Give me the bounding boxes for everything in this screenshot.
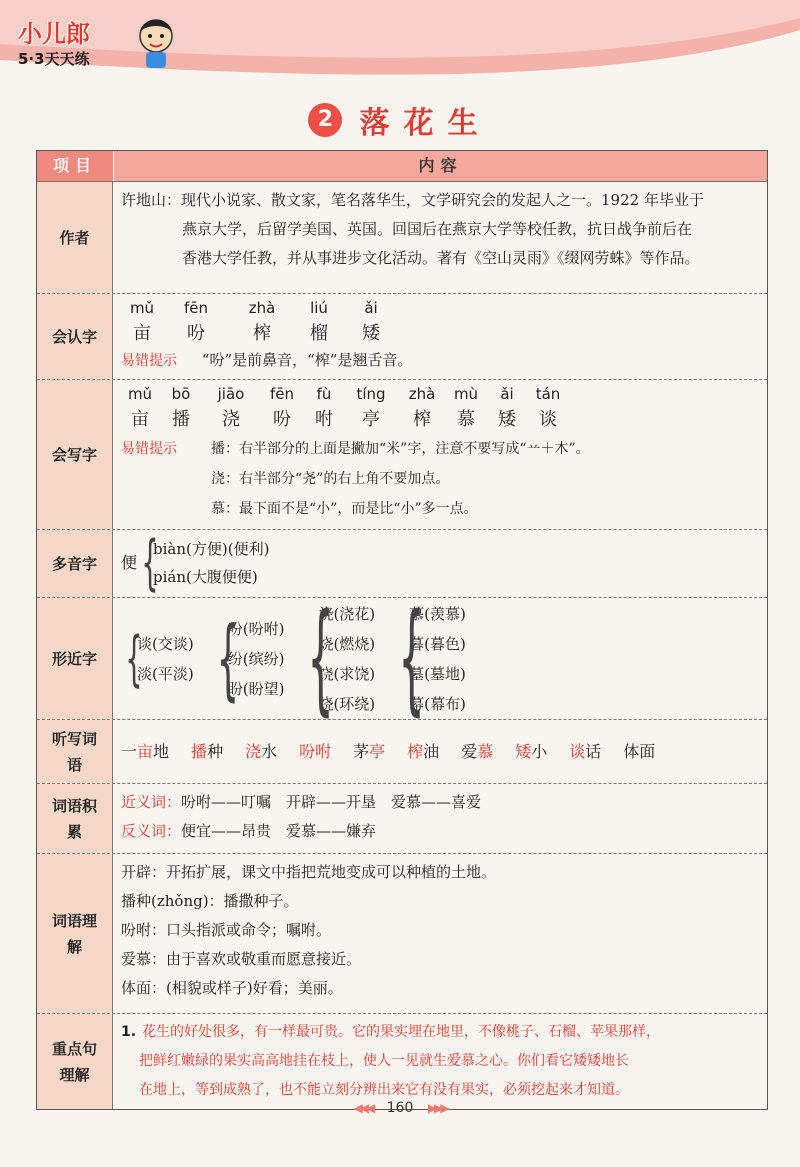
key-line: 在地上，等到成熟了，也不能立刻分辨出来它有没有果实，必须挖起来才知道。 — [139, 1082, 629, 1098]
label-author: 作者 — [37, 182, 113, 293]
char-cell: fēn 吩 — [269, 385, 295, 430]
brace-icon: { — [398, 588, 426, 728]
definition-line: 播种(zhǒng)：播撒种子。 — [121, 892, 299, 910]
write-content — [113, 380, 767, 529]
tip-line: 慕：最下面不是“小”，而是比“小”多一点。 — [211, 501, 478, 517]
label-similar: 形近字 — [37, 598, 113, 719]
tip-line: 播：右半部分的上面是撇加“米”字，注意不要写成“䒑＋木”。 — [211, 441, 590, 457]
similar-group — [302, 588, 376, 728]
char-cell: ǎi 矮 — [362, 299, 380, 344]
label-write: 会写字 — [37, 380, 113, 529]
dictation-word: 一亩地 — [121, 742, 170, 761]
row-author — [37, 181, 767, 293]
tip-line: 浇：右半部分“尧”的右上角不要加点。 — [211, 471, 450, 487]
dictation-word: 播种 — [191, 742, 224, 761]
dictation-content — [113, 720, 767, 783]
understand-content — [113, 854, 767, 1013]
dictation-word: 茅亭 — [353, 742, 386, 761]
label-accumulate: 词语积累 — [37, 784, 113, 853]
char-cell: zhà 榨 — [248, 299, 276, 344]
char-cell: tán 谈 — [535, 385, 561, 430]
similar-item: 烧(燃烧) — [318, 634, 376, 653]
polyphone-content — [113, 527, 767, 598]
label-recognize: 会认字 — [37, 294, 113, 379]
char-cell: bō 播 — [171, 385, 191, 430]
definition-line: 爱慕：由于喜欢或敬重而愿意接近。 — [121, 950, 362, 968]
similar-group — [212, 606, 285, 710]
lesson-number-badge: 2 — [308, 103, 342, 137]
similar-item: 慕(羡慕) — [409, 604, 466, 623]
table-header — [37, 151, 767, 181]
label-polyphone: 多音字 — [37, 530, 113, 597]
row-similar — [37, 588, 767, 728]
left-arrows-icon: ◀◀◀ — [353, 1101, 373, 1115]
definition-line: 开辟：开拓扩展，课文中指把荒地变成可以种植的土地。 — [121, 863, 497, 881]
similar-group — [393, 588, 466, 728]
page-number: 160 — [386, 1100, 414, 1116]
brand-logo — [14, 14, 184, 74]
similar-item: 饶(求饶) — [318, 664, 376, 683]
char-cell: ǎi 矮 — [498, 385, 516, 430]
author-line: 香港大学任教，并从事进步文化活动。著有《空山灵雨》《缀网劳蛛》等作品。 — [182, 249, 700, 267]
similar-item: 纷(缤纷) — [227, 649, 285, 668]
row-recognize — [37, 293, 767, 379]
tip-label: 易错提示 — [121, 353, 177, 369]
similar-group — [121, 623, 194, 694]
tip-label: 易错提示 — [121, 441, 177, 457]
brand-subtitle: 5·3天天练 — [18, 50, 90, 68]
right-arrows-icon: ▶▶▶ — [427, 1101, 447, 1115]
brace-icon: { — [307, 588, 335, 728]
similar-item: 谈(交谈) — [137, 634, 194, 653]
label-key-sentence: 重点句理解 — [37, 1014, 113, 1109]
tip-list — [211, 434, 590, 524]
similar-item: 盼(盼望) — [227, 679, 285, 698]
row-dictation — [37, 719, 767, 783]
lesson-title-bar — [0, 98, 800, 142]
dictation-word: 矮小 — [515, 742, 548, 761]
dictation-word: 吩咐 — [299, 742, 332, 761]
char-cell: mù 慕 — [453, 385, 479, 430]
reading-list — [153, 535, 269, 591]
author-line: 许地山：现代小说家、散文家，笔名落华生，文学研究会的发起人之一。1922 年毕业于 — [121, 191, 704, 209]
similar-item: 浇(浇花) — [318, 604, 376, 623]
char-cell: jiāo 浇 — [217, 385, 245, 430]
reading: pián(大腹便便) — [153, 567, 258, 586]
lesson-title: 落花生 — [359, 106, 492, 141]
row-key-sentence — [37, 1013, 767, 1109]
row-polyphone — [37, 529, 767, 597]
similar-content — [113, 588, 767, 728]
char-cell: liú 榴 — [310, 299, 328, 344]
dictation-word: 榨油 — [407, 742, 440, 761]
dictation-word: 体面 — [623, 742, 656, 761]
similar-item: 墓(墓地) — [409, 664, 466, 683]
row-understand — [37, 853, 767, 1013]
similar-item: 吩(吩咐) — [227, 619, 285, 638]
write-tips — [121, 434, 759, 524]
polyphone-char: 便 — [121, 553, 138, 572]
brace-icon: { — [216, 606, 239, 710]
write-chars — [121, 382, 759, 434]
char-cell: tíng 亭 — [356, 385, 386, 430]
header-item: 项目 — [37, 151, 113, 181]
similar-item: 绕(环绕) — [318, 694, 376, 713]
label-dictation: 听写词语 — [37, 720, 113, 783]
definition-line: 体面：(相貌或样子)好看；美丽。 — [121, 979, 343, 997]
definition-line: 吩咐：口头指派或命令；嘱咐。 — [121, 921, 332, 939]
antonym-line: 反义词：便宜——昂贵 爱慕——嫌弃 — [121, 822, 377, 840]
char-cell: mǔ 亩 — [127, 385, 153, 430]
study-table — [36, 150, 768, 1110]
similar-item: 暮(暮色) — [409, 634, 466, 653]
tip-text: “吩”是前鼻音，“榨”是翘舌音。 — [201, 351, 413, 369]
author-content — [113, 182, 767, 293]
char-cell: fēn 吩 — [183, 299, 209, 344]
brand-name: 小儿郎 — [18, 20, 90, 48]
recognize-tip — [121, 348, 759, 373]
key-line: 把鲜红嫩绿的果实高高地挂在枝上，使人一见就生爱慕之心。你们看它矮矮地长 — [139, 1053, 629, 1069]
brace-icon: { — [125, 623, 143, 694]
char-cell: zhà 榨 — [408, 385, 436, 430]
similar-item: 淡(平淡) — [137, 664, 194, 683]
recognize-chars — [121, 296, 759, 348]
synonym-line: 近义词：吩咐——叮嘱 开辟——开垦 爱慕——喜爱 — [121, 793, 482, 811]
brace-icon: { — [141, 527, 159, 598]
reading: biàn(方便)(便利) — [153, 539, 270, 558]
author-line: 燕京大学，后留学美国、英国。回国后在燕京大学等校任教，抗日战争前后在 — [182, 220, 693, 238]
header-content: 内容 — [113, 151, 767, 181]
recognize-content — [113, 294, 767, 379]
label-understand: 词语理解 — [37, 854, 113, 1013]
row-accumulate — [37, 783, 767, 853]
row-write — [37, 379, 767, 529]
char-cell: mǔ 亩 — [129, 299, 155, 344]
dictation-word: 爱慕 — [461, 742, 494, 761]
similar-item: 幕(幕布) — [409, 694, 466, 713]
char-cell: fù 咐 — [315, 385, 333, 430]
dictation-word: 浇水 — [245, 742, 278, 761]
key-sentence-content — [113, 1014, 767, 1109]
page-footer — [0, 1100, 800, 1116]
key-line: 1. 花生的好处很多，有一样最可贵。它的果实埋在地里，不像桃子、石榴、苹果那样， — [121, 1024, 661, 1040]
mascot-boy-icon — [132, 14, 182, 70]
accumulate-content — [113, 784, 767, 853]
dictation-word: 谈话 — [569, 742, 602, 761]
